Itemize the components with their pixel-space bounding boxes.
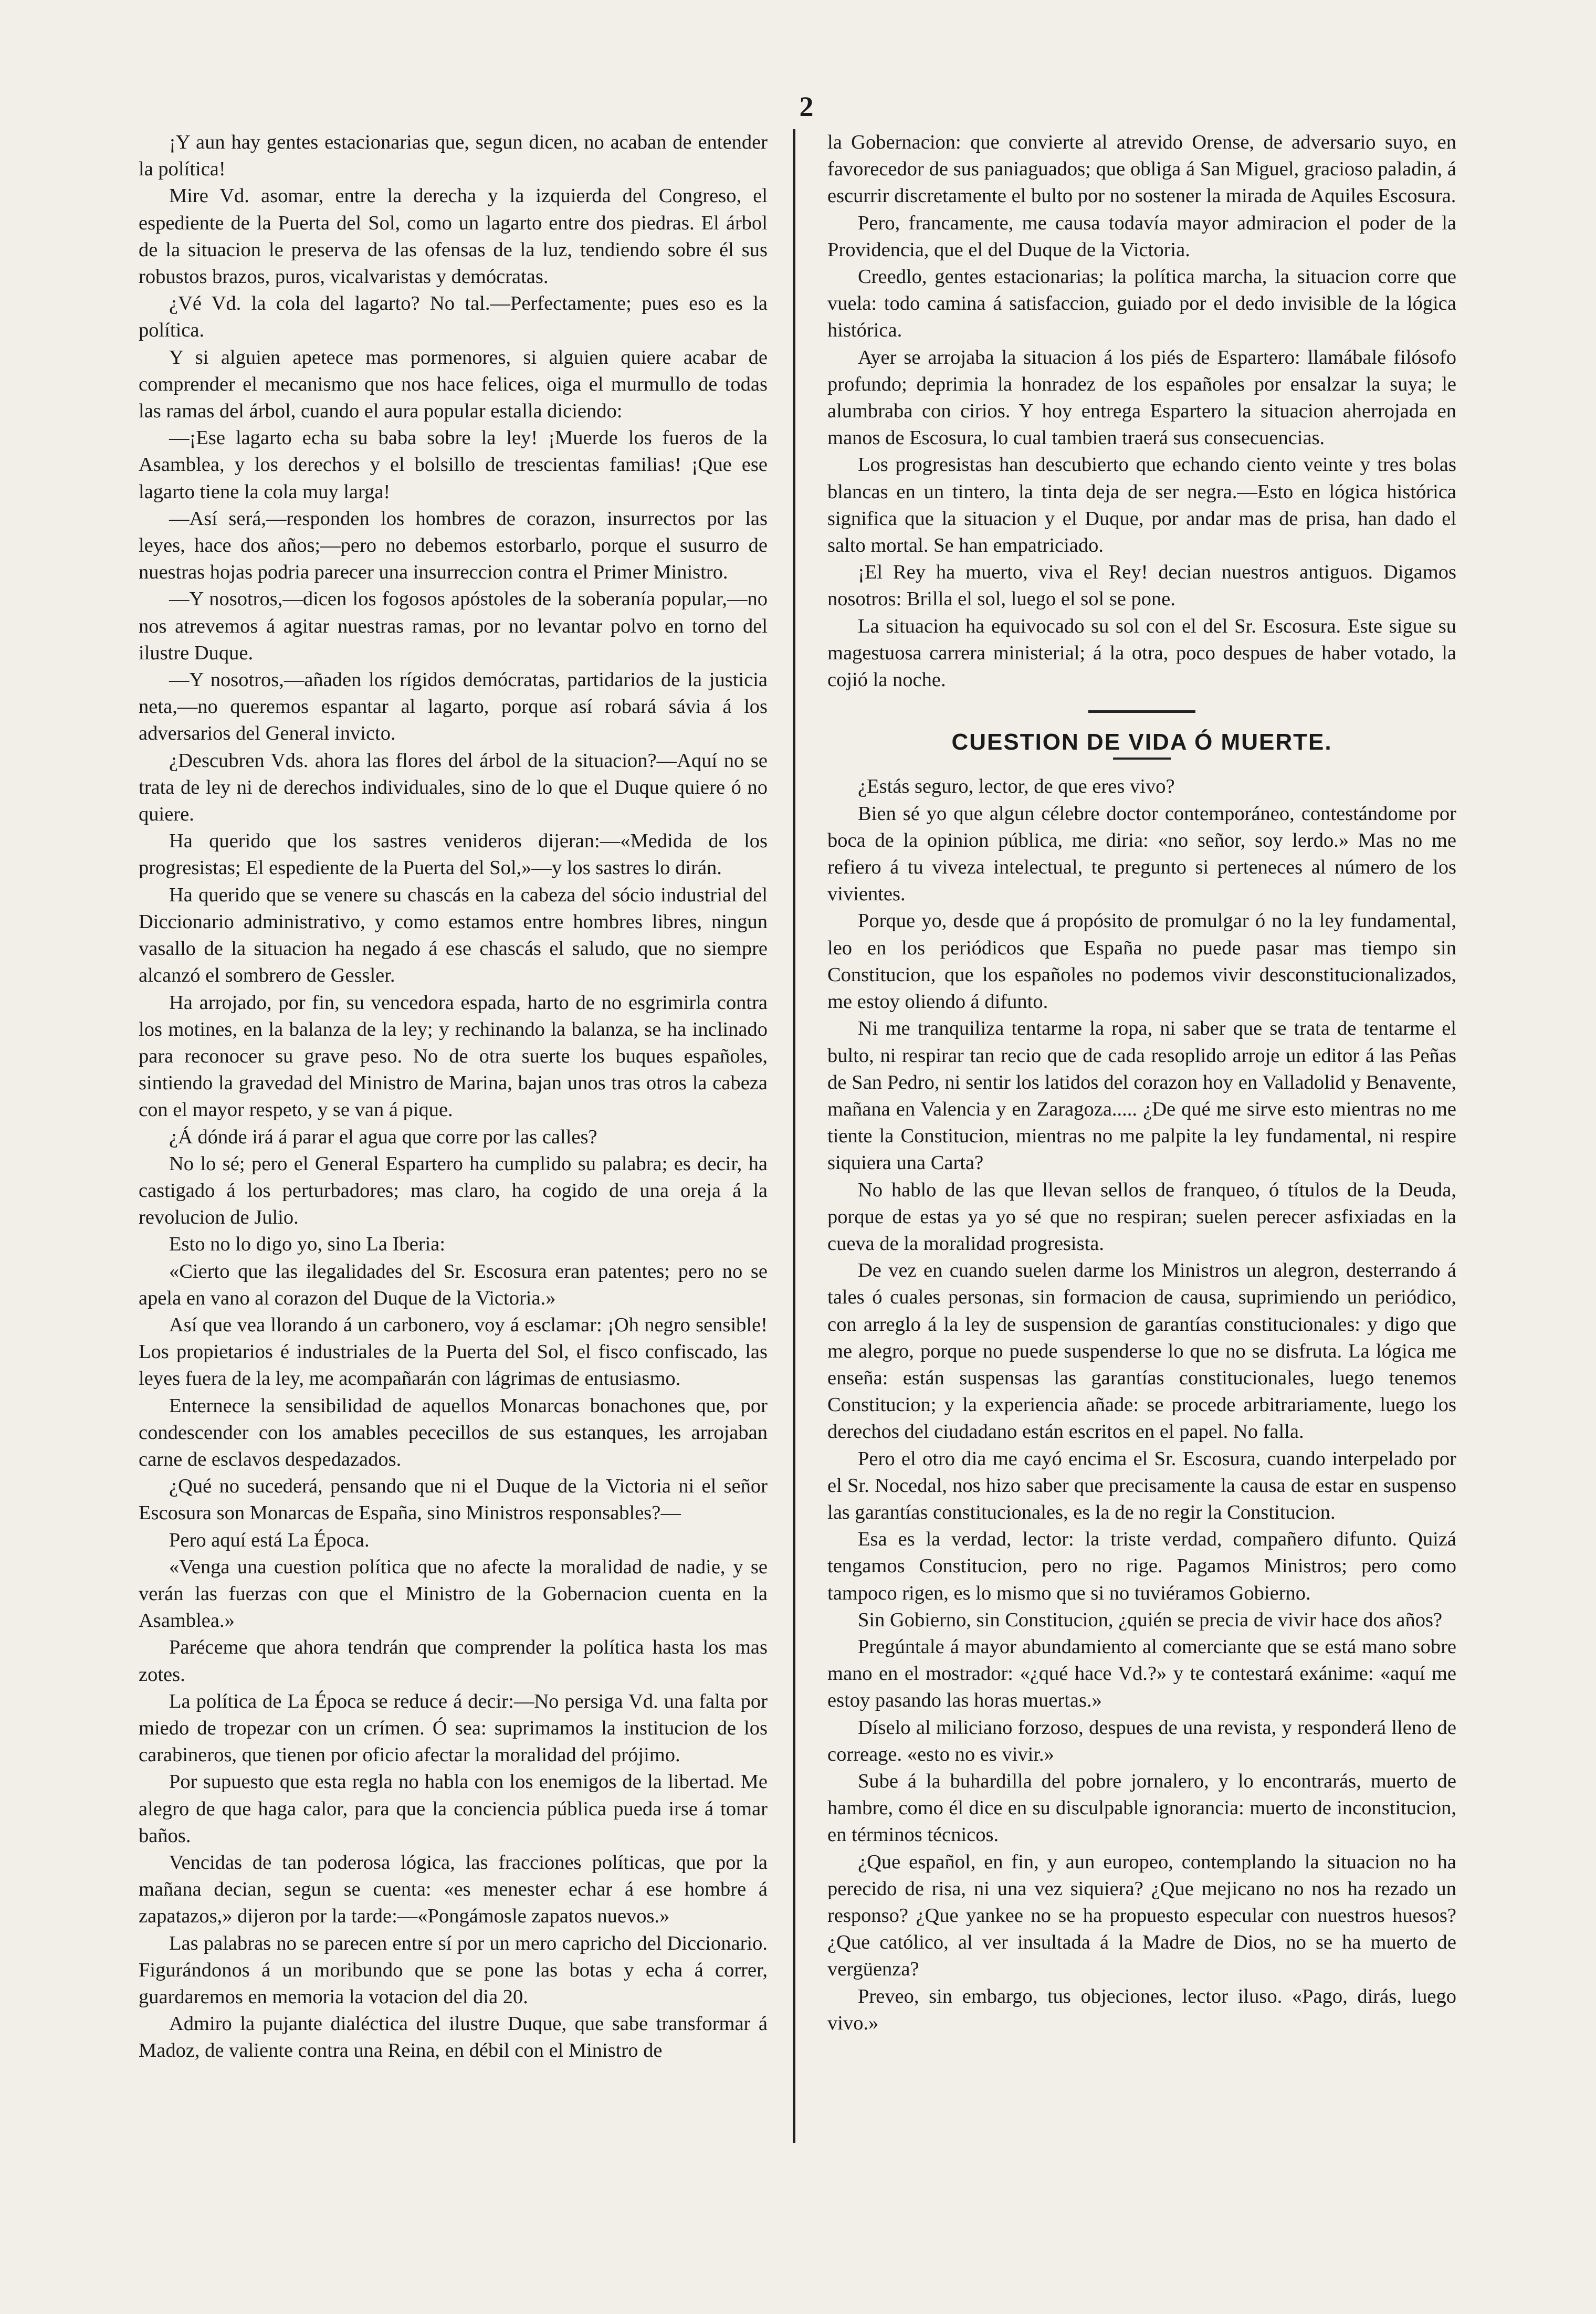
article-paragraph: Preveo, sin embargo, tus objeciones, lector iluso. «Pago, dirás, luego vivo.»: [827, 1985, 1456, 2034]
article-paragraph: Ni me tranquiliza tentarme la ropa, ni saber que se trata de tentarme el bulto, ni respirar tan recio que de cada resoplido arroje un editor á las Peñas de San Pedro, ni sentir los latidos del corazon hoy en Valladolid y Benavente, mañana en Valencia y en Zaragoza..... ¿De qué me sirve esto mientras no me tiente la Constitucion, mientras no me palpite la ley fundamental, ni respire siquiera una Carta?: [827, 1017, 1456, 1174]
article-paragraph: ¿Vé Vd. la cola del lagarto? No tal.—Perfectamente; pues eso es la política.: [139, 292, 768, 342]
article-paragraph: —Así será,—responden los hombres de corazon, insurrectos por las leyes, hace dos años;—pero no debemos estorbarlo, porque el susurro de nuestras hojas podria parecer una insurreccion contra el Primer Ministro.: [139, 507, 768, 584]
article-paragraph: No hablo de las que llevan sellos de franqueo, ó títulos de la Deuda, porque de estas ya yo sé que no respiran; suelen perecer asfixiadas en la cueva de la moralidad progresista.: [827, 1179, 1456, 1255]
article-paragraph: No lo sé; pero el General Espartero ha cumplido su palabra; es decir, ha castigado á los perturbadores; mas claro, ha cogido de una oreja á la revolucion de Julio.: [139, 1152, 768, 1229]
title-underline: [1113, 758, 1171, 760]
article-paragraph: La situacion ha equivocado su sol con el del Sr. Escosura. Este sigue su magestuosa carrera ministerial; á la otra, poco despues de haber votado, la cojió la noche.: [827, 615, 1456, 691]
article-paragraph: Díselo al miliciano forzoso, despues de una revista, y responderá lleno de correage. «esto no es vivir.»: [827, 1716, 1456, 1765]
column-divider: [793, 129, 795, 2143]
article-paragraph: ¡Y aun hay gentes estacionarias que, segun dicen, no acaban de entender la política!: [139, 131, 768, 181]
article-paragraph: Enternece la sensibilidad de aquellos Monarcas bonachones que, por condescender con los amables pececillos de sus estanques, les arrojaban carne de esclavos despedazados.: [139, 1394, 768, 1470]
article-paragraph: Los progresistas han descubierto que echando ciento veinte y tres bolas blancas en un tintero, la tinta deja de ser negra.—Esto en lógica histórica significa que la situacion y el Duque, por andar mas de prisa, han dado el salto mortal. Se han empatriciado.: [827, 454, 1456, 557]
article-paragraph: ¡El Rey ha muerto, viva el Rey! decian nuestros antiguos. Digamos nosotros: Brilla el sol, luego el sol se pone.: [827, 561, 1456, 611]
article-paragraph: —Y nosotros,—dicen los fogosos apóstoles de la soberanía popular,—no nos atrevemos á agitar nuestras ramas, por no levantar polvo en torno del ilustre Duque.: [139, 588, 768, 664]
article-paragraph: Pero, francamente, me causa todavía mayor admiracion el poder de la Providencia, que el del Duque de la Victoria.: [827, 212, 1456, 261]
section-separator: [1088, 710, 1195, 713]
article-paragraph: «Cierto que las ilegalidades del Sr. Escosura eran patentes; pero no se apela en vano al corazon del Duque de la Victoria.»: [139, 1260, 768, 1309]
page-number: 2: [799, 91, 814, 122]
article-paragraph: Sube á la buhardilla del pobre jornalero, y lo encontrarás, muerto de hambre, como él dice en su disculpable ignorancia: muerto de inconstitucion, en términos técnicos.: [827, 1770, 1456, 1846]
article-paragraph: Pero el otro dia me cayó encima el Sr. Escosura, cuando interpelado por el Sr. Nocedal, nos hizo saber que precisamente la causa de estar en suspenso las garantías constitucionales, es la de no regir la Constitucion.: [827, 1447, 1456, 1523]
article-paragraph: Bien sé yo que algun célebre doctor contemporáneo, contestándome por boca de la opinion pública, me diria: «no señor, soy lerdo.» Mas no me refiero á tu viveza intelectual, te pregunto si perteneces al número de los vivientes.: [827, 802, 1456, 906]
article-paragraph: «Venga una cuestion política que no afecte la moralidad de nadie, y se verán las fuerzas con que el Ministro de la Gobernacion cuenta en la Asamblea.»: [139, 1555, 768, 1632]
right-column: [827, 129, 1456, 2140]
article-paragraph: Paréceme que ahora tendrán que comprender la política hasta los mas zotes.: [139, 1636, 768, 1686]
article-paragraph: Ayer se arrojaba la situacion á los piés de Espartero: llamábale filósofo profundo; deprimia la honradez de los españoles por ensalzar la suya; le alumbraba con cirios. Y hoy entrega Espartero la situacion aherrojada en manos de Escosura, lo cual tambien traerá sus consecuencias.: [827, 346, 1456, 449]
article-paragraph: Ha querido que los sastres venideros dijeran:—«Medida de los progresistas; El espediente de la Puerta del Sol,»—y los sastres lo dirán.: [139, 830, 768, 879]
left-column: [139, 129, 768, 2140]
section-title: CUESTION DE VIDA Ó MUERTE.: [951, 729, 1332, 755]
article-paragraph: Mire Vd. asomar, entre la derecha y la izquierda del Congreso, el espediente de la Puerta del Sol, como un lagarto entre dos piedras. El árbol de la situacion le preserva de las ofensas de la luz, tendiendo sobre él sus robustos brazos, puros, vicalvaristas y demócratas.: [139, 185, 768, 288]
article-paragraph: —Y nosotros,—añaden los rígidos demócratas, partidarios de la justicia neta,—no queremos espantar al lagarto, porque así robará sávia á los adversarios del General invicto.: [139, 669, 768, 745]
article-paragraph: Ha querido que se venere su chascás en la cabeza del sócio industrial del Diccionario administrativo, y como estamos entre hombres libres, ningun vasallo de la situacion ha negado á ese chascás el saludo, que no siempre alcanzó el sombrero de Gessler.: [139, 883, 768, 987]
article-paragraph: la Gobernacion: que convierte al atrevido Orense, de adversario suyo, en favorecedor de sus paniaguados; que obliga á San Miguel, gracioso paladin, á escurrir discretamente el bulto por no sostener la mirada de Aquiles Escosura.: [827, 131, 1456, 207]
article-paragraph: Creedlo, gentes estacionarias; la política marcha, la situacion corre que vuela: todo camina á satisfaccion, guiado por el dedo invisible de la lógica histórica.: [827, 266, 1456, 342]
article-paragraph: Sin Gobierno, sin Constitucion, ¿quién se precia de vivir hace dos años?: [858, 1608, 1443, 1631]
article-paragraph: De vez en cuando suelen darme los Ministros un alegron, desterrando á tales ó cuales personas, sin formacion de causa, suprimiendo un periódico, con arreglo á la ley de suspension de garantías constitucionales: y digo que me alegro, porque no puede suspenderse lo que no se disfruta. La lógica me enseña: están suspensas las garantías constitucionales, luego tenemos Constitucion; y la experiencia añade: se procede arbitrariamente, luego los derechos del ciudadano están escritos en el papel. No falla.: [827, 1259, 1456, 1443]
article-paragraph: ¿Que español, en fin, y aun europeo, contemplando la situacion no ha perecido de risa, ni una vez siquiera? ¿Que mejicano no nos ha rezado un responso? ¿Que yankee no se ha propuesto especular con nuestros huesos? ¿Que católico, al ver insultada á la Madre de Dios, no se ha muerto de vergüenza?: [827, 1850, 1456, 1981]
article-paragraph: Esa es la verdad, lector: la triste verdad, compañero difunto. Quizá tengamos Constitucion, pero no rige. Pagamos Ministros; pero como tampoco rigen, es lo mismo que si no tuviéramos Gobierno.: [827, 1528, 1456, 1604]
article-paragraph: Porque yo, desde que á propósito de promulgar ó no la ley fundamental, leo en los periódicos que España no puede pasar mas tiempo sin Constitucion, que los españoles no podemos vivir desconstitucionalizados, me estoy oliendo á difunto.: [827, 910, 1456, 1013]
article-paragraph: Así que vea llorando á un carbonero, voy á esclamar: ¡Oh negro sensible! Los propietarios é industriales de la Puerta del Sol, el fisco confiscado, las leyes fuera de la ley, me acompañarán con lágrimas de entusiasmo.: [139, 1313, 768, 1390]
article-paragraph: Y si alguien apetece mas pormenores, si alguien quiere acabar de comprender el mecanismo que nos hace felices, oiga el murmullo de todas las ramas del árbol, cuando el aura popular estalla diciendo:: [139, 346, 768, 423]
article-paragraph: Admiro la pujante dialéctica del ilustre Duque, que sabe transformar á Madoz, de valiente contra una Reina, en débil con el Ministro de: [139, 2013, 768, 2062]
article-paragraph: Pregúntale á mayor abundamiento al comerciante que se está mano sobre mano en el mostrador: «¿qué hace Vd.?» y te contestará exánime: «aquí me estoy pasando las horas muertas.»: [827, 1635, 1456, 1712]
article-paragraph: Las palabras no se parecen entre sí por un mero capricho del Diccionario. Figurándonos á un moribundo que se pone las botas y echa á correr, guardaremos en memoria la votacion del dia 20.: [139, 1932, 768, 2008]
article-paragraph: ¿Qué no sucederá, pensando que ni el Duque de la Victoria ni el señor Escosura son Monarcas de España, sino Ministros responsables?—: [139, 1475, 768, 1524]
article-paragraph: Esto no lo digo yo, sino La Iberia:: [169, 1233, 446, 1256]
article-paragraph: ¿Estás seguro, lector, de que eres vivo?: [858, 775, 1175, 798]
article-paragraph: Por supuesto que esta regla no habla con los enemigos de la libertad. Me alegro de que haga calor, para que la conciencia pública pueda irse á tomar baños.: [139, 1771, 768, 1847]
article-paragraph: —¡Ese lagarto echa su baba sobre la ley! ¡Muerde los fueros de la Asamblea, y los derechos y el bolsillo de trescientas familias! ¡Que ese lagarto tiene la cola muy larga!: [139, 427, 768, 503]
article-paragraph: Ha arrojado, por fin, su vencedora espada, harto de no esgrimirla contra los motines, en la balanza de la ley; y rechinando la balanza, se ha inclinado para reconocer su grave peso. No de otra suerte los buques españoles, sintiendo la gravedad del Ministro de Marina, bajan unos tras otros la cabeza con el mayor respeto, y se van á pique.: [139, 991, 768, 1121]
article-paragraph: ¿Á dónde irá á parar el agua que corre por las calles?: [169, 1126, 597, 1148]
article-paragraph: Pero aquí está La Época.: [169, 1529, 370, 1551]
article-paragraph: ¿Descubren Vds. ahora las flores del árbol de la situacion?—Aquí no se trata de ley ni de derechos individuales, sino de lo que el Duque quiere ó no quiere.: [139, 749, 768, 826]
article-paragraph: Vencidas de tan poderosa lógica, las fracciones políticas, que por la mañana decian, segun se cuenta: «es menester echar á ese hombre á zapatazos,» dijeron por la tarde:—«Pongámosle zapatos nuevos.»: [139, 1852, 768, 1928]
article-paragraph: La política de La Época se reduce á decir:—No persiga Vd. una falta por miedo de tropezar con un crímen. Ó sea: suprimamos la institucion de los carabineros, que tienen por oficio afectar la moralidad del prójimo.: [139, 1690, 768, 1766]
